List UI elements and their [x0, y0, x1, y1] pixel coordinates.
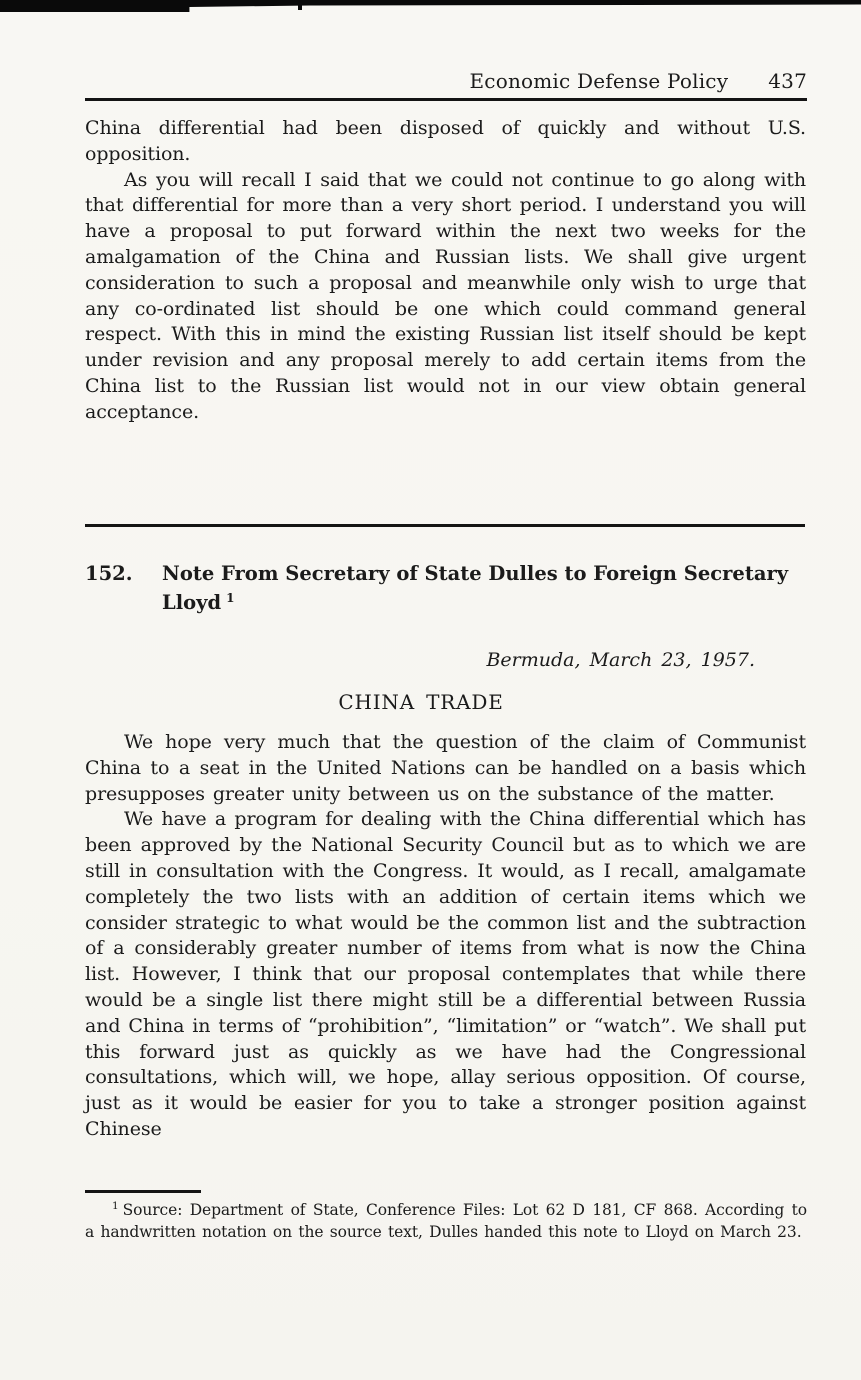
footnote-rule: [85, 1190, 201, 1193]
paragraph: As you will recall I said that we could not continue to go along with that differential for more than a very short period. I understand you will have a proposal to put forward within the next two weeks for the amalgamation of the China and Russian lists. We shall give urgent consideration to such a proposal and meanwhile only wish to urge that any co-ordinated list should be one which could command general respect. With this in mind the existing Russian list itself should be kept under revision and any proposal merely to add certain items from the China list to the Russian list would not in our view obtain general acceptance.: [85, 168, 806, 423]
footnote-reference: 1: [226, 590, 235, 605]
scan-edge-artifact: [0, 0, 861, 12]
running-header-title: Economic Defense Policy: [469, 69, 729, 93]
document-title-text: Note From Secretary of State Dulles to Foreign Secretary Lloyd: [162, 562, 789, 614]
paragraph: We hope very much that the question of the claim of Communist China to a seat in the United Nations can be handled on a basis which presupposes greater unity between us on the substance of the matter.: [85, 731, 806, 805]
dateline-text: Bermuda, March 23, 1957.: [486, 649, 755, 671]
document-title: [162, 559, 807, 617]
section-divider-rule: [85, 524, 805, 527]
intro-text-block: [85, 116, 806, 426]
running-header: [85, 68, 807, 101]
paragraph: We have a program for dealing with the China differential which has been approved by the National Security Council but as to which we are still in consultation with the Congress. It would, as I recall, amalgamate completely the two lists with an addition of certain items which we consider strategic to what would be the common list and the subtraction of a considerably greater number of items from what is now the China list. However, I think that our proposal contemplates that while there would be a single list there might still be a differential between Russia and China in terms of “prohibition”, “limitation” or “watch”. We shall put this forward just as quickly as we have had the Congressional consultations, which will, we hope, allay serious opposition. Of course, just as it would be easier for you to take a stronger position against Chinese: [85, 808, 806, 1140]
footnote-marker: 1: [112, 1199, 119, 1212]
document-body: [85, 730, 806, 1143]
dateline: [85, 648, 807, 672]
footnote: [85, 1200, 807, 1243]
footnote-body: Source: Department of State, Conference Files: Lot 62 D 181, CF 868. According to a handwritten notation on the source text, Dulles handed this note to Lloyd on March 23.: [85, 1201, 807, 1241]
document-heading: [85, 559, 807, 617]
document-number: 152.: [85, 562, 133, 585]
page-number: 437: [768, 69, 807, 93]
paragraph-continuation: China differential had been disposed of quickly and without U.S. opposition.: [85, 117, 806, 165]
subject-heading: CHINA TRADE: [338, 690, 504, 714]
scan-edge-tick: [298, 0, 302, 10]
